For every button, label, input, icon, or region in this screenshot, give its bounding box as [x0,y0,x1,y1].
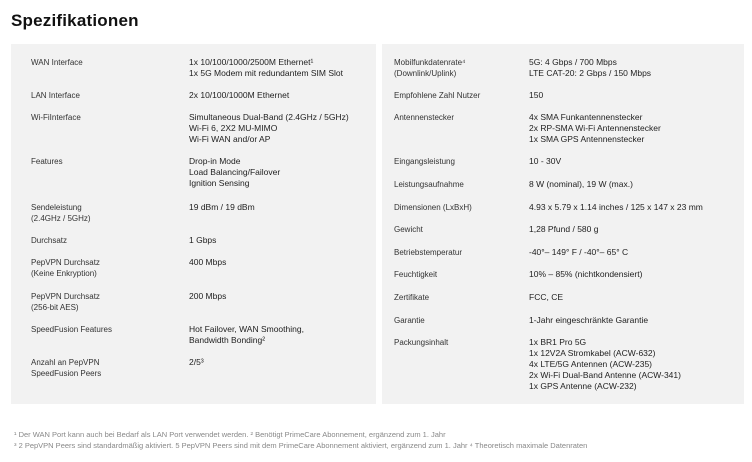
spec-label [394,292,534,303]
spec-label [394,112,534,123]
spec-value-line: Ignition Sensing [189,178,250,188]
spec-value-line: 4.93 x 5.79 x 1.14 inches / 125 x 147 x 23 mm [529,202,703,212]
spec-value-line: 10% – 85% (nichtkondensiert) [529,269,643,279]
spec-value [189,156,280,189]
spec-value-line: 4x LTE/5G Antennen (ACW-235) [529,359,652,369]
spec-value [529,247,628,258]
spec-value [529,337,681,392]
spec-label-line: Durchsatz [31,236,68,245]
spec-label-line: PepVPN Durchsatz [31,292,100,301]
spec-value-line: 1,28 Pfund / 580 g [529,224,599,234]
spec-value-line: 8 W (nominal), 19 W (max.) [529,179,633,189]
spec-panel-right [382,44,744,404]
spec-label-line: SpeedFusion Peers [31,369,102,378]
spec-label-line: WAN Interface [31,58,83,67]
spec-label [31,324,181,335]
spec-value [189,257,226,268]
spec-value-line: 2x 10/100/1000M Ethernet [189,90,290,100]
spec-value-line: -40°– 149° F / -40°– 65° C [529,247,629,257]
spec-value [529,315,648,326]
footnote-line: ³ 2 PepVPN Peers sind standardmäßig aktiviert. 5 PepVPN Peers sind mit dem PrimeCare Abonnement aktiviert, ergänzend zum 1. Jahr ⁴ Theoretisch maximale Datenraten [14,441,588,450]
spec-label-line: LAN Interface [31,91,80,100]
spec-value [189,90,289,101]
spec-value-line: 150 [529,90,544,100]
spec-label-line: Wi-FiInterface [31,113,81,122]
spec-value-line: 1x SMA GPS Antennenstecker [529,134,645,144]
spec-label [394,247,534,258]
spec-value-line: Drop-in Mode [189,156,241,166]
spec-value [189,324,304,346]
spec-label [31,202,181,224]
spec-value-line: 1x 10/100/1000/2500M Ethernet¹ [189,57,314,67]
spec-label [394,156,534,167]
spec-label-line: Leistungsaufnahme [394,180,464,189]
spec-label [394,269,534,280]
spec-label-line: SpeedFusion Features [31,325,112,334]
spec-label-line: PepVPN Durchsatz [31,258,100,267]
spec-label-line: Features [31,157,63,166]
spec-value [189,291,226,302]
spec-label [394,179,534,190]
page-title: Spezifikationen [11,11,139,30]
spec-value-line: 4x SMA Funkantennenstecker [529,112,643,122]
spec-label-line: Zertifikate [394,293,430,302]
spec-value [189,202,255,213]
spec-value [529,156,561,167]
spec-value [529,90,543,101]
spec-value-line: 10 - 30V [529,156,562,166]
spec-value [529,269,642,280]
spec-label [31,112,181,123]
spec-panel-left [11,44,376,404]
spec-value-line: 1-Jahr eingeschränkte Garantie [529,315,649,325]
spec-label-line: (256-bit AES) [31,303,79,312]
spec-value-line: 2x Wi-Fi Dual-Band Antenne (ACW-341) [529,370,681,380]
spec-label [31,357,181,379]
spec-value [189,235,216,246]
spec-label-line: (Downlink/Uplink) [394,69,457,78]
spec-value [189,112,349,145]
spec-label [394,315,534,326]
spec-value [529,202,703,213]
spec-value-line: Simultaneous Dual-Band (2.4GHz / 5GHz) [189,112,349,122]
spec-label-line: Anzahl an PepVPN [31,358,100,367]
spec-value-line: 2x RP-SMA Wi-Fi Antennenstecker [529,123,661,133]
spec-value [529,179,633,190]
spec-value-line: FCC, CE [529,292,563,302]
spec-label-line: Feuchtigkeit [394,270,438,279]
spec-label [31,90,181,101]
spec-label-line: Betriebstemperatur [394,248,463,257]
spec-label-line: Garantie [394,316,425,325]
spec-label-line: Eingangsleistung [394,157,455,166]
spec-value-line: 1x BR1 Pro 5G [529,337,587,347]
spec-label-line: Antennenstecker [394,113,455,122]
spec-value [529,57,651,79]
spec-label-line: Dimensionen (LxBxH) [394,203,472,212]
spec-label-line: Packungsinhalt [394,338,449,347]
footnotes [14,429,587,451]
spec-value-line: Load Balancing/Failover [189,167,281,177]
spec-label [394,57,534,79]
spec-value-line: Wi-Fi 6, 2X2 MU-MIMO [189,123,278,133]
spec-label [394,224,534,235]
spec-label-line: Sendeleistung [31,203,82,212]
spec-label [394,337,534,348]
spec-value [529,112,661,145]
spec-label-line: Gewicht [394,225,423,234]
spec-value-line: Bandwidth Bonding² [189,335,266,345]
spec-label-line: Empfohlene Zahl Nutzer [394,91,481,100]
spec-value-line: 400 Mbps [189,257,227,267]
spec-value-line: 19 dBm / 19 dBm [189,202,255,212]
spec-value-line: Hot Failover, WAN Smoothing, [189,324,304,334]
spec-value-line: LTE CAT-20: 2 Gbps / 150 Mbps [529,68,652,78]
spec-label [31,57,181,68]
spec-label [31,291,181,313]
spec-value-line: Wi-Fi WAN and/or AP [189,134,271,144]
spec-label [394,90,534,101]
spec-label [31,156,181,167]
spec-value [529,292,563,303]
spec-value [529,224,598,235]
spec-label-line: Mobilfunkdatenrate⁴ [394,58,466,67]
spec-value-line: 1x 12V2A Stromkabel (ACW-632) [529,348,656,358]
spec-label [394,202,534,213]
spec-value-line: 1x GPS Antenne (ACW-232) [529,381,637,391]
spec-label [31,257,181,279]
spec-label [31,235,181,246]
spec-value [189,57,343,79]
spec-label-line: (2.4GHz / 5GHz) [31,214,91,223]
footnote-line: ¹ Der WAN Port kann auch bei Bedarf als LAN Port verwendet werden. ² Benötigt PrimeCare Abonnement, ergänzend zum 1. Jahr [14,430,446,439]
spec-value-line: 2/5³ [189,357,204,367]
spec-value-line: 5G: 4 Gbps / 700 Mbps [529,57,617,67]
spec-value-line: 200 Mbps [189,291,227,301]
spec-value [189,357,204,368]
spec-label-line: (Keine Enkryption) [31,269,97,278]
spec-value-line: 1x 5G Modem mit redundantem SIM Slot [189,68,344,78]
spec-value-line: 1 Gbps [189,235,217,245]
